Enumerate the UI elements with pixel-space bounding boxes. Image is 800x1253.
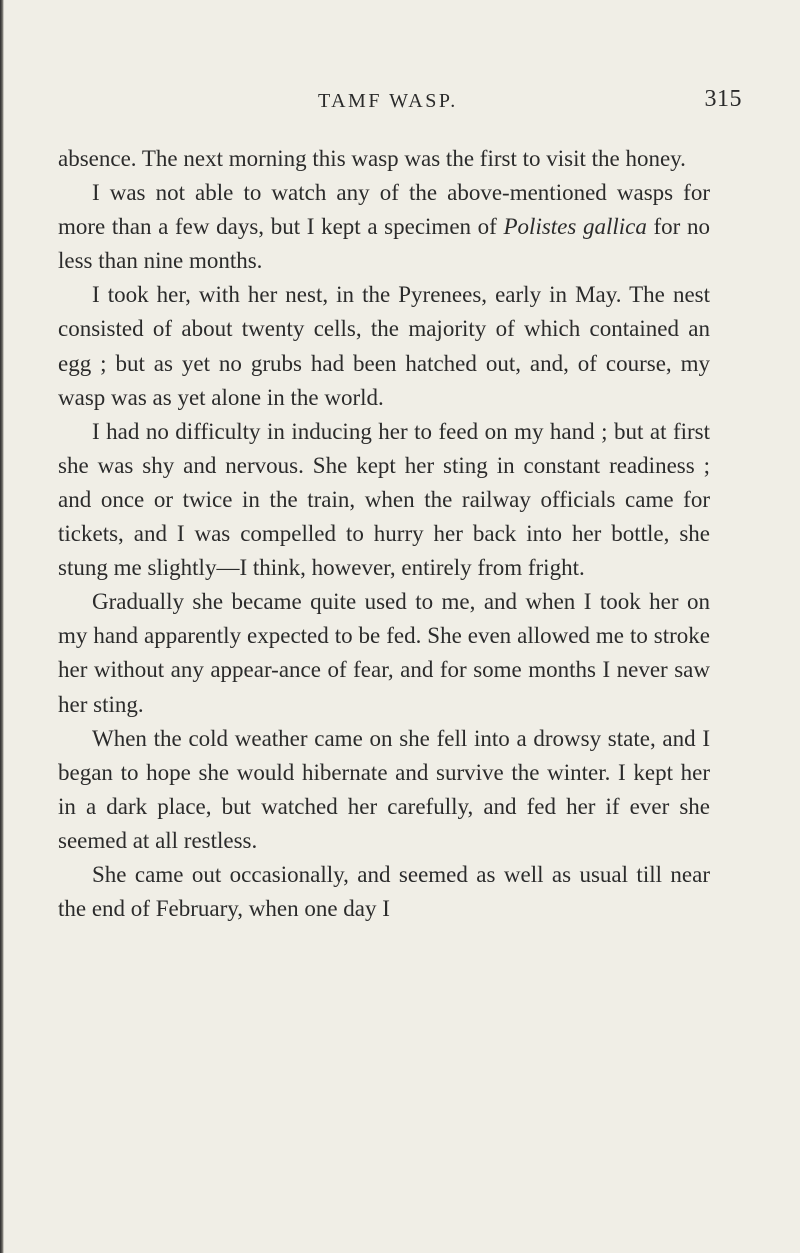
running-title: TAMF WASP.	[318, 90, 458, 112]
paragraph	[58, 858, 710, 926]
paragraph-text: She came out occasionally, and seemed as well as usual till near the end of February, when one day I	[58, 861, 710, 922]
paragraph-text: for no less than nine months.	[58, 214, 710, 274]
body-text	[58, 142, 710, 926]
paragraph	[58, 722, 710, 858]
running-head	[0, 86, 800, 120]
paragraph-text: Gradually she became quite used to me, and when I took her on my hand apparently expected to be fed. She even allowed me to stroke her without any appear-ance of fear, and for some months I never saw her sting.	[58, 589, 710, 717]
italic-species-name: Polistes gallica	[503, 214, 647, 240]
paragraph-text: I took her, with her nest, in the Pyrenees, early in May. The nest consisted of about twenty cells, the majority of which contained an egg ; but as yet no grubs had been hatched out, and, of course, my wasp was as yet alone in the world.	[58, 282, 710, 410]
paragraph-text: I was not able to watch any of the above-mentioned wasps for more than a few days, but I kept a specimen of	[58, 180, 710, 240]
paragraph	[58, 415, 710, 585]
page-number: 315	[704, 86, 742, 112]
page-edge-shadow	[0, 0, 4, 1253]
paragraph	[58, 142, 710, 176]
paragraph	[58, 278, 710, 414]
paragraph	[58, 585, 710, 721]
paragraph-text: absence. The next morning this wasp was the first to visit the honey.	[58, 146, 686, 171]
paragraph-text: I had no difficulty in inducing her to feed on my hand ; but at first she was shy and nervous. She kept her sting in constant readiness ; and once or twice in the train, when the railway officials came for tickets, and I was compelled to hurry her back into her bottle, she stung me slightly—I think, however, entirely from fright.	[58, 418, 710, 581]
paragraph	[58, 176, 710, 278]
paragraph-text: When the cold weather came on she fell into a drowsy state, and I began to hope she would hibernate and survive the winter. I kept her in a dark place, but watched her carefully, and fed her if ever she seemed at all restless.	[58, 725, 710, 853]
